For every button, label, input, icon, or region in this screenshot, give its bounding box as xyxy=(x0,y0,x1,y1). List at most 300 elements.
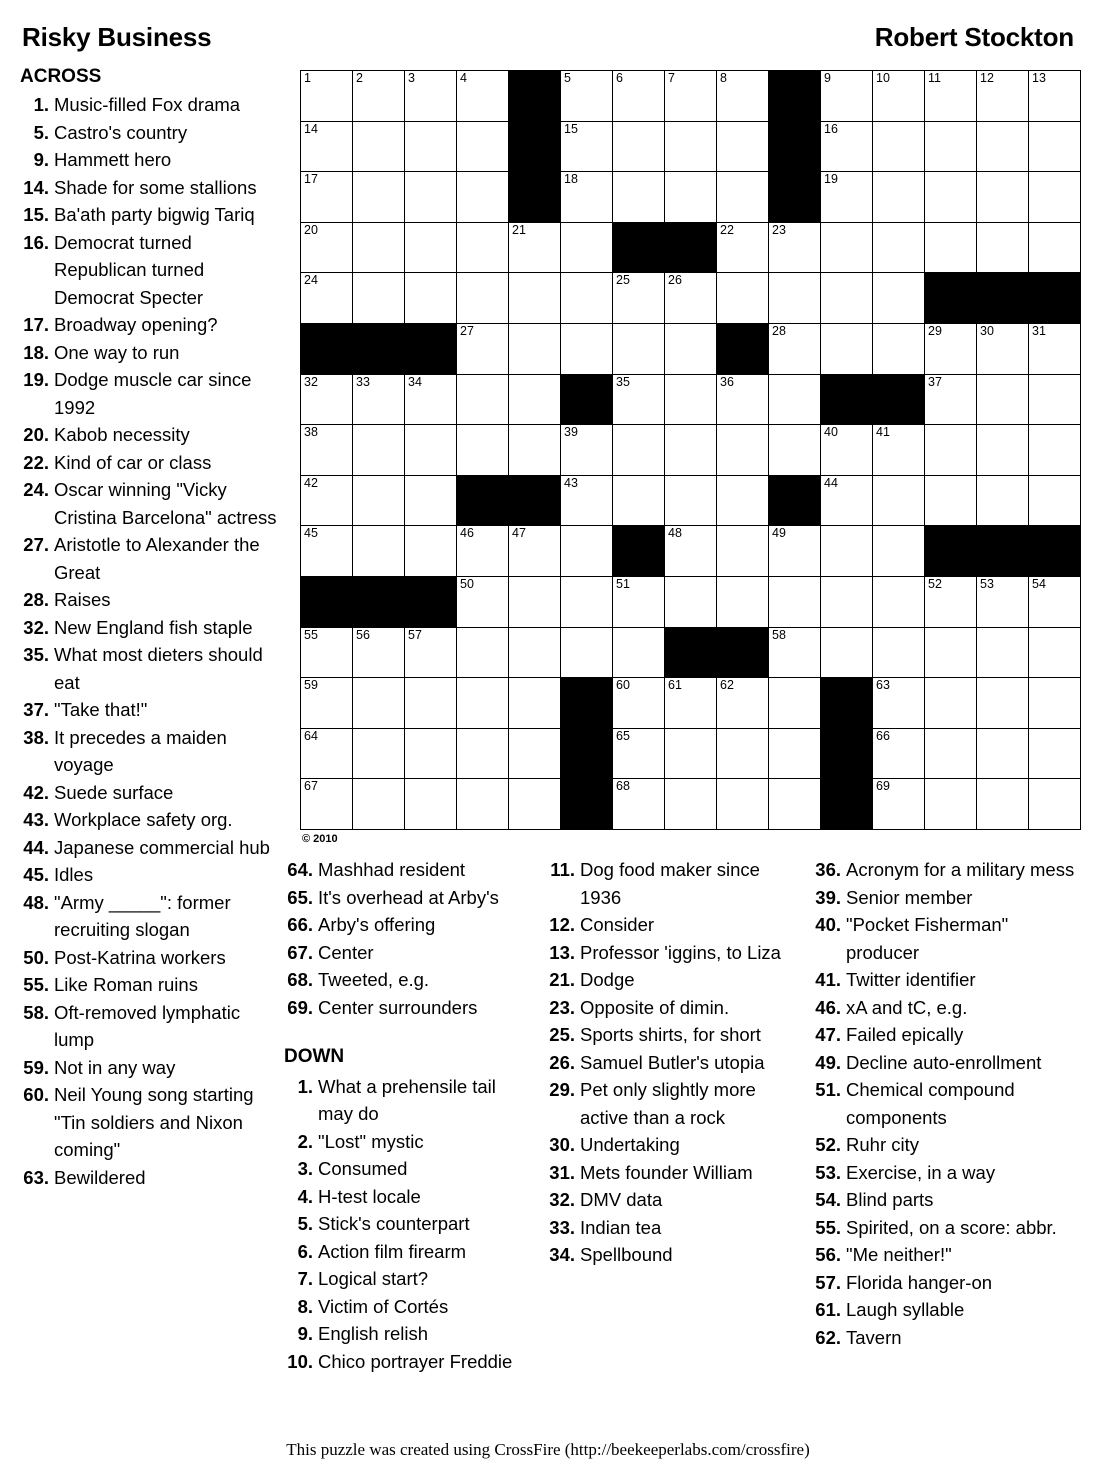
grid-cell[interactable] xyxy=(665,273,717,324)
grid-cell[interactable] xyxy=(561,172,613,223)
grid-cell[interactable] xyxy=(873,627,925,678)
clue-item[interactable] xyxy=(812,966,1080,994)
clue-item[interactable] xyxy=(546,994,804,1022)
grid-cell[interactable] xyxy=(873,678,925,729)
grid-cell[interactable] xyxy=(977,71,1029,122)
clue-item[interactable] xyxy=(20,449,278,477)
grid-cell[interactable] xyxy=(717,71,769,122)
clue-item[interactable] xyxy=(546,966,804,994)
clue-text: One way to run xyxy=(54,341,180,363)
clue-item[interactable] xyxy=(20,476,278,531)
grid-cell[interactable] xyxy=(665,678,717,729)
grid-cell[interactable] xyxy=(821,475,873,526)
clue-item[interactable] xyxy=(20,531,278,586)
grid-cell[interactable] xyxy=(873,172,925,223)
grid-cell[interactable] xyxy=(561,526,613,577)
grid-cell[interactable] xyxy=(717,728,769,779)
clue-text: Post-Katrina workers xyxy=(54,946,226,968)
grid-cell[interactable] xyxy=(821,71,873,122)
grid-cell[interactable] xyxy=(353,526,405,577)
grid-cell[interactable] xyxy=(509,526,561,577)
grid-cell[interactable] xyxy=(977,425,1029,476)
clue-item[interactable] xyxy=(20,201,278,229)
grid-cell-block xyxy=(665,222,717,273)
grid-cell[interactable] xyxy=(925,71,977,122)
grid-cell[interactable] xyxy=(717,172,769,223)
grid-cell[interactable] xyxy=(925,425,977,476)
grid-cell[interactable] xyxy=(353,374,405,425)
grid-cell[interactable] xyxy=(405,425,457,476)
grid-cell[interactable] xyxy=(405,526,457,577)
grid-cell[interactable] xyxy=(405,779,457,830)
grid-cell[interactable] xyxy=(925,728,977,779)
grid-cell[interactable] xyxy=(821,121,873,172)
grid-row xyxy=(301,779,1081,830)
clue-item[interactable] xyxy=(20,614,278,642)
grid-cell[interactable] xyxy=(301,475,353,526)
grid-cell[interactable] xyxy=(665,121,717,172)
clue-number: 24. xyxy=(23,479,49,500)
grid-cell[interactable] xyxy=(717,678,769,729)
clue-item[interactable] xyxy=(20,806,278,834)
grid-table[interactable] xyxy=(300,70,1081,830)
grid-cell[interactable] xyxy=(977,779,1029,830)
clue-number: 50. xyxy=(23,946,49,968)
grid-cell[interactable] xyxy=(717,779,769,830)
clue-item[interactable] xyxy=(546,1186,804,1214)
grid-cell[interactable] xyxy=(301,678,353,729)
crossword-grid[interactable] xyxy=(300,70,1081,830)
clue-item[interactable] xyxy=(20,366,278,421)
clue-item[interactable] xyxy=(812,1021,1080,1049)
clue-item[interactable] xyxy=(546,856,804,911)
grid-cell[interactable] xyxy=(717,121,769,172)
clue-item[interactable] xyxy=(812,1324,1080,1352)
clue-item[interactable] xyxy=(812,1159,1080,1187)
clue-item[interactable] xyxy=(20,724,278,779)
grid-cell[interactable] xyxy=(769,728,821,779)
clue-item[interactable] xyxy=(812,1214,1080,1242)
grid-cell-number: 67 xyxy=(304,779,318,794)
grid-cell[interactable] xyxy=(561,323,613,374)
clue-item[interactable] xyxy=(284,1320,530,1348)
grid-cell[interactable] xyxy=(769,526,821,577)
clue-item[interactable] xyxy=(812,856,1080,884)
grid-cell[interactable] xyxy=(509,273,561,324)
grid-cell[interactable] xyxy=(405,172,457,223)
grid-cell[interactable] xyxy=(925,121,977,172)
clue-item[interactable] xyxy=(284,1128,530,1156)
grid-cell[interactable] xyxy=(769,627,821,678)
grid-cell[interactable] xyxy=(1029,728,1081,779)
grid-cell[interactable] xyxy=(457,71,509,122)
grid-cell[interactable] xyxy=(561,71,613,122)
clue-text: Like Roman ruins xyxy=(54,974,198,995)
grid-cell[interactable] xyxy=(457,425,509,476)
grid-cell-number: 33 xyxy=(356,374,370,389)
clue-item[interactable] xyxy=(284,1293,530,1321)
clue-item[interactable] xyxy=(20,421,278,449)
grid-cell[interactable] xyxy=(717,526,769,577)
grid-cell[interactable] xyxy=(717,222,769,273)
grid-cell[interactable] xyxy=(509,323,561,374)
grid-cell[interactable] xyxy=(769,273,821,324)
grid-cell-block xyxy=(1029,526,1081,577)
grid-cell[interactable] xyxy=(873,526,925,577)
grid-cell[interactable] xyxy=(301,222,353,273)
grid-cell[interactable] xyxy=(301,172,353,223)
grid-cell[interactable] xyxy=(561,627,613,678)
clue-text: Tweeted, e.g. xyxy=(318,969,430,990)
clue-number: 51. xyxy=(815,1079,841,1100)
grid-cell[interactable] xyxy=(353,475,405,526)
grid-cell[interactable] xyxy=(613,425,665,476)
grid-cell[interactable] xyxy=(613,323,665,374)
grid-cell[interactable] xyxy=(821,627,873,678)
grid-cell[interactable] xyxy=(457,728,509,779)
grid-cell[interactable] xyxy=(457,273,509,324)
grid-cell[interactable] xyxy=(717,576,769,627)
grid-cell[interactable] xyxy=(457,576,509,627)
clue-item[interactable] xyxy=(284,994,530,1022)
grid-cell[interactable] xyxy=(769,374,821,425)
clue-item[interactable] xyxy=(20,174,278,202)
grid-cell[interactable] xyxy=(561,576,613,627)
clue-item[interactable] xyxy=(20,641,278,696)
grid-cell[interactable] xyxy=(977,222,1029,273)
clue-number: 13. xyxy=(549,941,575,963)
clue-item[interactable] xyxy=(20,834,278,862)
clue-item[interactable] xyxy=(546,939,804,967)
clue-item[interactable] xyxy=(812,1241,1080,1269)
clue-number: 40. xyxy=(815,914,841,935)
grid-cell[interactable] xyxy=(353,172,405,223)
grid-cell[interactable] xyxy=(301,121,353,172)
grid-cell[interactable] xyxy=(405,121,457,172)
grid-cell[interactable] xyxy=(561,425,613,476)
grid-cell[interactable] xyxy=(873,71,925,122)
grid-cell[interactable] xyxy=(977,323,1029,374)
grid-cell[interactable] xyxy=(613,475,665,526)
grid-cell[interactable] xyxy=(977,374,1029,425)
grid-cell[interactable] xyxy=(977,627,1029,678)
grid-cell[interactable] xyxy=(977,475,1029,526)
grid-cell[interactable] xyxy=(665,475,717,526)
clue-item[interactable] xyxy=(284,1183,530,1211)
clue-item[interactable] xyxy=(546,1214,804,1242)
grid-cell[interactable] xyxy=(561,222,613,273)
grid-cell[interactable] xyxy=(821,273,873,324)
grid-cell[interactable] xyxy=(717,425,769,476)
grid-cell[interactable] xyxy=(613,71,665,122)
grid-cell[interactable] xyxy=(405,273,457,324)
grid-cell[interactable] xyxy=(769,678,821,729)
grid-cell[interactable] xyxy=(353,273,405,324)
grid-cell-block xyxy=(769,71,821,122)
grid-cell[interactable] xyxy=(301,728,353,779)
clue-item[interactable] xyxy=(20,146,278,174)
clue-item[interactable] xyxy=(284,1348,530,1376)
grid-cell[interactable] xyxy=(509,425,561,476)
clue-item[interactable] xyxy=(812,1049,1080,1077)
grid-cell[interactable] xyxy=(301,273,353,324)
clue-number: 19. xyxy=(23,369,49,390)
grid-cell[interactable] xyxy=(561,121,613,172)
grid-cell[interactable] xyxy=(769,576,821,627)
grid-cell[interactable] xyxy=(1029,475,1081,526)
grid-cell[interactable] xyxy=(873,728,925,779)
grid-cell[interactable] xyxy=(665,172,717,223)
grid-cell[interactable] xyxy=(717,475,769,526)
clue-item[interactable] xyxy=(812,1076,1080,1131)
clue-item[interactable] xyxy=(812,1269,1080,1297)
grid-cell[interactable] xyxy=(457,526,509,577)
grid-cell[interactable] xyxy=(665,374,717,425)
grid-cell[interactable] xyxy=(613,678,665,729)
grid-cell[interactable] xyxy=(301,71,353,122)
grid-cell[interactable] xyxy=(613,779,665,830)
grid-cell[interactable] xyxy=(925,779,977,830)
grid-cell[interactable] xyxy=(405,627,457,678)
clue-item[interactable] xyxy=(284,884,530,912)
clue-item[interactable] xyxy=(812,994,1080,1022)
grid-cell[interactable] xyxy=(613,374,665,425)
grid-cell[interactable] xyxy=(873,425,925,476)
grid-cell[interactable] xyxy=(977,172,1029,223)
grid-cell[interactable] xyxy=(769,222,821,273)
clue-item[interactable] xyxy=(20,999,278,1054)
grid-cell[interactable] xyxy=(1029,576,1081,627)
grid-cell-number: 41 xyxy=(876,425,890,440)
grid-cell[interactable] xyxy=(613,576,665,627)
grid-cell[interactable] xyxy=(405,222,457,273)
grid-cell-number: 12 xyxy=(980,71,994,85)
clue-item[interactable] xyxy=(20,91,278,119)
grid-cell[interactable] xyxy=(1029,323,1081,374)
clue-text: DMV data xyxy=(580,1189,663,1210)
grid-cell[interactable] xyxy=(457,627,509,678)
grid-cell[interactable] xyxy=(665,425,717,476)
grid-cell[interactable] xyxy=(457,678,509,729)
clue-item[interactable] xyxy=(20,889,278,944)
clue-text: Failed epically xyxy=(846,1024,964,1045)
grid-cell[interactable] xyxy=(665,526,717,577)
grid-cell[interactable] xyxy=(821,425,873,476)
clue-item[interactable] xyxy=(284,1265,530,1293)
grid-cell[interactable] xyxy=(509,627,561,678)
grid-cell[interactable] xyxy=(873,121,925,172)
grid-cell[interactable] xyxy=(925,222,977,273)
grid-cell[interactable] xyxy=(925,627,977,678)
grid-cell[interactable] xyxy=(977,121,1029,172)
grid-cell[interactable] xyxy=(613,728,665,779)
grid-cell[interactable] xyxy=(821,526,873,577)
grid-cell[interactable] xyxy=(665,779,717,830)
clue-number: 58. xyxy=(23,1001,49,1023)
grid-cell-number: 55 xyxy=(304,627,318,642)
clue-item[interactable] xyxy=(20,339,278,367)
clue-item[interactable] xyxy=(812,1296,1080,1324)
grid-cell[interactable] xyxy=(769,779,821,830)
clue-item[interactable] xyxy=(546,1076,804,1131)
clue-item[interactable] xyxy=(20,861,278,889)
grid-cell[interactable] xyxy=(925,323,977,374)
clue-text: Decline auto-enrollment xyxy=(846,1051,1042,1073)
grid-cell-number: 54 xyxy=(1032,576,1046,591)
grid-cell[interactable] xyxy=(613,273,665,324)
clue-item[interactable] xyxy=(20,696,278,724)
clue-item[interactable] xyxy=(20,1081,278,1164)
clue-item[interactable] xyxy=(20,586,278,614)
grid-cell[interactable] xyxy=(613,121,665,172)
grid-cell[interactable] xyxy=(1029,121,1081,172)
clue-text: New England fish staple xyxy=(54,616,253,638)
grid-cell[interactable] xyxy=(821,323,873,374)
grid-cell[interactable] xyxy=(1029,627,1081,678)
grid-cell[interactable] xyxy=(665,71,717,122)
grid-cell[interactable] xyxy=(353,678,405,729)
grid-cell[interactable] xyxy=(665,728,717,779)
grid-cell[interactable] xyxy=(353,222,405,273)
across-clue-list xyxy=(20,91,278,1191)
clue-item[interactable] xyxy=(546,1021,804,1049)
clue-item[interactable] xyxy=(284,966,530,994)
grid-cell[interactable] xyxy=(509,678,561,729)
grid-cell[interactable] xyxy=(353,121,405,172)
grid-cell[interactable] xyxy=(717,374,769,425)
clue-item[interactable] xyxy=(812,884,1080,912)
grid-cell[interactable] xyxy=(509,779,561,830)
clue-text: Japanese commercial hub xyxy=(54,836,270,858)
grid-cell[interactable] xyxy=(353,71,405,122)
grid-cell[interactable] xyxy=(457,374,509,425)
grid-cell[interactable] xyxy=(301,779,353,830)
grid-cell[interactable] xyxy=(925,475,977,526)
clue-item[interactable] xyxy=(20,971,278,999)
grid-cell[interactable] xyxy=(457,779,509,830)
clue-text: Action film firearm xyxy=(318,1240,467,1262)
grid-cell[interactable] xyxy=(561,273,613,324)
grid-cell[interactable] xyxy=(873,475,925,526)
clue-item[interactable] xyxy=(20,119,278,147)
clue-item[interactable] xyxy=(20,1054,278,1082)
grid-cell[interactable] xyxy=(1029,374,1081,425)
grid-cell[interactable] xyxy=(405,728,457,779)
grid-cell[interactable] xyxy=(353,779,405,830)
grid-cell[interactable] xyxy=(1029,678,1081,729)
clue-item[interactable] xyxy=(546,1159,804,1187)
grid-cell[interactable] xyxy=(873,273,925,324)
clue-item[interactable] xyxy=(546,1131,804,1159)
clue-item[interactable] xyxy=(284,1073,530,1128)
grid-cell[interactable] xyxy=(613,172,665,223)
grid-cell[interactable] xyxy=(1029,425,1081,476)
grid-cell[interactable] xyxy=(301,627,353,678)
grid-cell[interactable] xyxy=(405,678,457,729)
grid-cell[interactable] xyxy=(509,222,561,273)
clue-item[interactable] xyxy=(546,1049,804,1077)
clue-text: English relish xyxy=(318,1323,429,1344)
grid-cell[interactable] xyxy=(717,273,769,324)
grid-cell[interactable] xyxy=(925,678,977,729)
clue-item[interactable] xyxy=(546,1241,804,1269)
clue-item[interactable] xyxy=(812,1131,1080,1159)
grid-cell[interactable] xyxy=(665,323,717,374)
grid-cell[interactable] xyxy=(1029,172,1081,223)
clue-item[interactable] xyxy=(20,944,278,972)
grid-cell[interactable] xyxy=(405,71,457,122)
clue-item[interactable] xyxy=(284,939,530,967)
grid-cell[interactable] xyxy=(457,323,509,374)
grid-cell[interactable] xyxy=(457,121,509,172)
grid-cell[interactable] xyxy=(821,576,873,627)
clue-item[interactable] xyxy=(284,1210,530,1238)
grid-cell[interactable] xyxy=(509,576,561,627)
grid-cell[interactable] xyxy=(301,374,353,425)
grid-cell[interactable] xyxy=(1029,222,1081,273)
grid-cell[interactable] xyxy=(925,172,977,223)
grid-cell[interactable] xyxy=(509,374,561,425)
grid-cell[interactable] xyxy=(977,678,1029,729)
clue-item[interactable] xyxy=(20,229,278,312)
grid-cell[interactable] xyxy=(873,222,925,273)
grid-cell[interactable] xyxy=(301,425,353,476)
grid-cell[interactable] xyxy=(821,172,873,223)
clue-item[interactable] xyxy=(20,779,278,807)
grid-cell[interactable] xyxy=(925,576,977,627)
grid-cell[interactable] xyxy=(1029,71,1081,122)
grid-cell[interactable] xyxy=(457,172,509,223)
clue-number: 36. xyxy=(815,859,841,880)
clue-text: Consumed xyxy=(318,1158,408,1179)
clue-item[interactable] xyxy=(284,911,530,939)
grid-cell[interactable] xyxy=(509,728,561,779)
grid-cell[interactable] xyxy=(873,323,925,374)
grid-cell[interactable] xyxy=(613,627,665,678)
grid-cell[interactable] xyxy=(977,576,1029,627)
grid-cell[interactable] xyxy=(353,627,405,678)
clue-text: Not in any way xyxy=(54,1056,176,1078)
clue-item[interactable] xyxy=(20,1164,278,1192)
grid-cell[interactable] xyxy=(821,222,873,273)
clue-item[interactable] xyxy=(812,1186,1080,1214)
clue-item[interactable] xyxy=(20,311,278,339)
grid-cell[interactable] xyxy=(561,475,613,526)
grid-cell[interactable] xyxy=(1029,779,1081,830)
clue-item[interactable] xyxy=(812,911,1080,966)
grid-cell[interactable] xyxy=(769,323,821,374)
grid-cell[interactable] xyxy=(873,576,925,627)
clue-item[interactable] xyxy=(284,1155,530,1183)
clue-item[interactable] xyxy=(284,1238,530,1266)
grid-cell[interactable] xyxy=(353,728,405,779)
clue-item[interactable] xyxy=(284,856,530,884)
grid-cell[interactable] xyxy=(405,374,457,425)
clue-number: 21. xyxy=(549,969,575,990)
grid-cell[interactable] xyxy=(769,425,821,476)
clue-text: Twitter identifier xyxy=(846,969,976,990)
grid-cell[interactable] xyxy=(353,425,405,476)
grid-cell[interactable] xyxy=(925,374,977,425)
grid-cell[interactable] xyxy=(457,222,509,273)
grid-cell[interactable] xyxy=(301,526,353,577)
grid-cell-number: 3 xyxy=(408,71,415,85)
grid-cell[interactable] xyxy=(873,779,925,830)
grid-cell[interactable] xyxy=(977,728,1029,779)
grid-cell[interactable] xyxy=(405,475,457,526)
clue-item[interactable] xyxy=(546,911,804,939)
grid-cell[interactable] xyxy=(665,576,717,627)
